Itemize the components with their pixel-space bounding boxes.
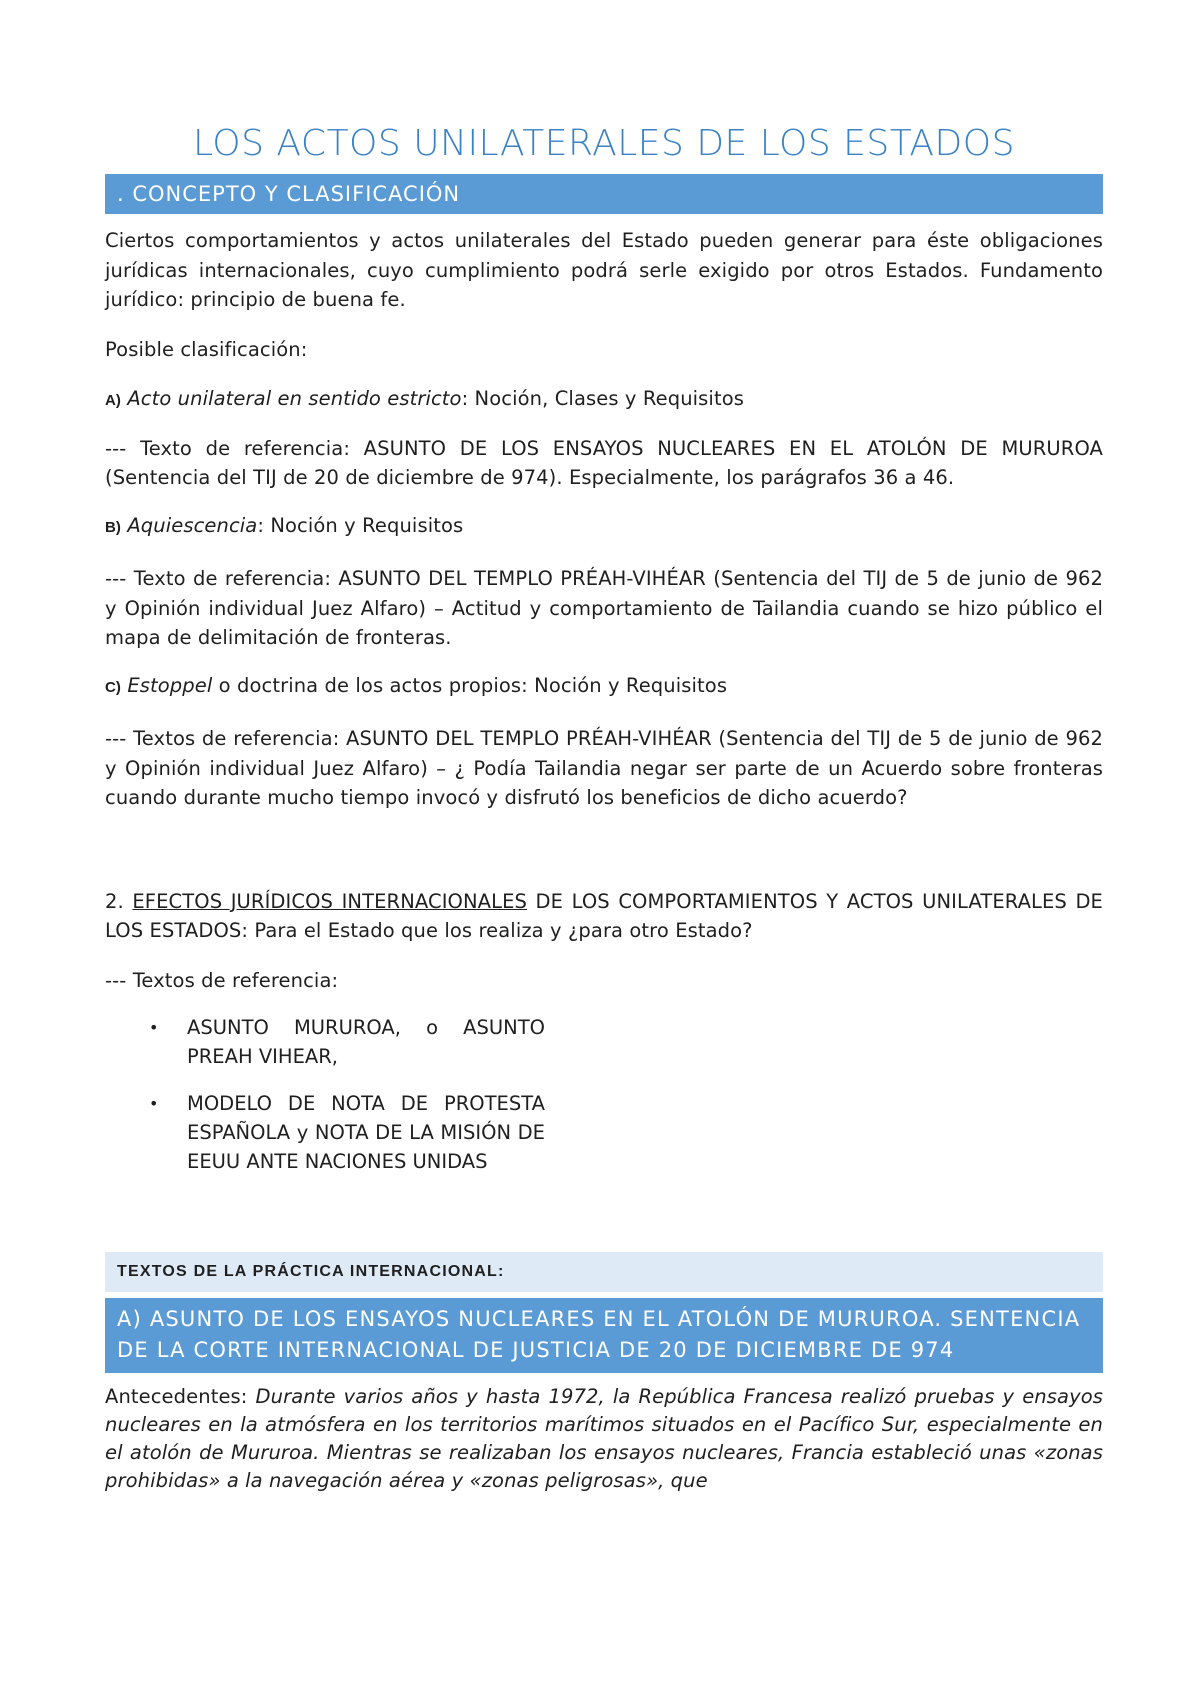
- document-title: LOS ACTOS UNILATERALES DE LOS ESTADOS: [193, 123, 1015, 164]
- antecedentes-paragraph: [105, 1383, 1103, 1495]
- document-page: [105, 0, 1103, 1495]
- item-b-rest: : Noción y Requisitos: [257, 513, 464, 537]
- section-heading-concepto: . CONCEPTO Y CLASIFICACIÓN: [105, 174, 1103, 214]
- item-c-reference: --- Textos de referencia: ASUNTO DEL TEMPLO PRÉAH-VIHÉAR (Sentencia del TIJ de 5 de junio de 962 y Opinión individual Juez Alfaro) – ¿ Podía Tailandia negar ser parte de un Acuerdo sobre fronteras cuando durante mucho tiempo invocó y disfrutó los beneficios de dicho acuerdo?: [105, 727, 1103, 809]
- practica-heading: TEXTOS DE LA PRÁCTICA INTERNACIONAL:: [105, 1252, 1103, 1292]
- antecedentes-text: Durante varios años y hasta 1972, la República Francesa realizó pruebas y ensayos nucleares en la atmósfera en los territorios marítimos situados en el Pacífico Sur, especialmente en el atolón de Mururoa. Mientras se realizaban los ensayos nucleares, Francia estableció unas «zonas prohibidas» a la navegación aérea y «zonas peligrosas», que: [105, 1385, 1103, 1492]
- item-a-term: Acto unilateral en sentido estricto: [127, 387, 462, 410]
- bullet-icon: •: [149, 1094, 159, 1113]
- section2-rest: DE LOS COMPORTAMIENTOS Y ACTOS UNILATERALES DE LOS ESTADOS: Para el Estado que los realiza y ¿para otro Estado?: [105, 889, 1103, 942]
- item-c-label: C): [105, 678, 122, 696]
- list-item: [105, 1089, 545, 1176]
- intro-paragraph: Ciertos comportamientos y actos unilaterales del Estado pueden generar para éste obligaciones jurídicas internacionales, cuyo cumplimiento podrá serle exigido por otros Estados. Fundamento jurídico: principio de buena fe.: [105, 229, 1103, 311]
- section2-heading: [105, 887, 1103, 946]
- item-a-line: [105, 384, 1103, 416]
- practica-a-heading: A) ASUNTO DE LOS ENSAYOS NUCLEARES EN EL ATOLÓN DE MURUROA. SENTENCIA DE LA CORTE INTERNACIONAL DE JUSTICIA DE 20 DE DICIEMBRE DE 974: [105, 1298, 1103, 1373]
- antecedentes-label: Antecedentes:: [105, 1385, 248, 1408]
- item-a-label: A): [105, 392, 122, 409]
- item-c-rest: o doctrina de los actos propios: Noción y Requisitos: [212, 673, 728, 697]
- item-b-term: Aquiescencia: [127, 513, 258, 537]
- item-a-reference: --- Texto de referencia: ASUNTO DE LOS ENSAYOS NUCLEARES EN EL ATOLÓN DE MURUROA (Sentencia del TIJ de 20 de diciembre de 974). Especialmente, los parágrafos 36 a 46.: [105, 436, 1103, 489]
- item-b-line: [105, 511, 1103, 543]
- section2-refs-label: --- Textos de referencia:: [105, 968, 339, 992]
- list-item-text: MODELO DE NOTA DE PROTESTA ESPAÑOLA y NOTA DE LA MISIÓN DE EEUU ANTE NACIONES UNIDAS: [187, 1092, 545, 1173]
- reference-list: [105, 1013, 545, 1176]
- item-a-rest: : Noción, Clases y Requisitos: [461, 387, 744, 410]
- list-item: [105, 1013, 545, 1071]
- item-c-term: Estoppel: [127, 673, 213, 697]
- bullet-icon: •: [149, 1018, 159, 1037]
- list-item-text: ASUNTO MURUROA, o ASUNTO PREAH VIHEAR,: [187, 1016, 545, 1068]
- clasificacion-label: Posible clasificación:: [105, 337, 308, 361]
- item-b-reference: --- Texto de referencia: ASUNTO DEL TEMPLO PRÉAH-VIHÉAR (Sentencia del TIJ de 5 de junio de 962 y Opinión individual Juez Alfaro) – Actitud y comportamiento de Tailandia cuando se hizo público el mapa de delimitación de fronteras.: [105, 567, 1103, 649]
- item-b-label: B): [105, 518, 122, 536]
- section2-number: 2.: [105, 889, 124, 913]
- item-c-line: [105, 671, 1103, 703]
- section2-underlined: EFECTOS JURÍDICOS INTERNACIONALES: [132, 889, 527, 913]
